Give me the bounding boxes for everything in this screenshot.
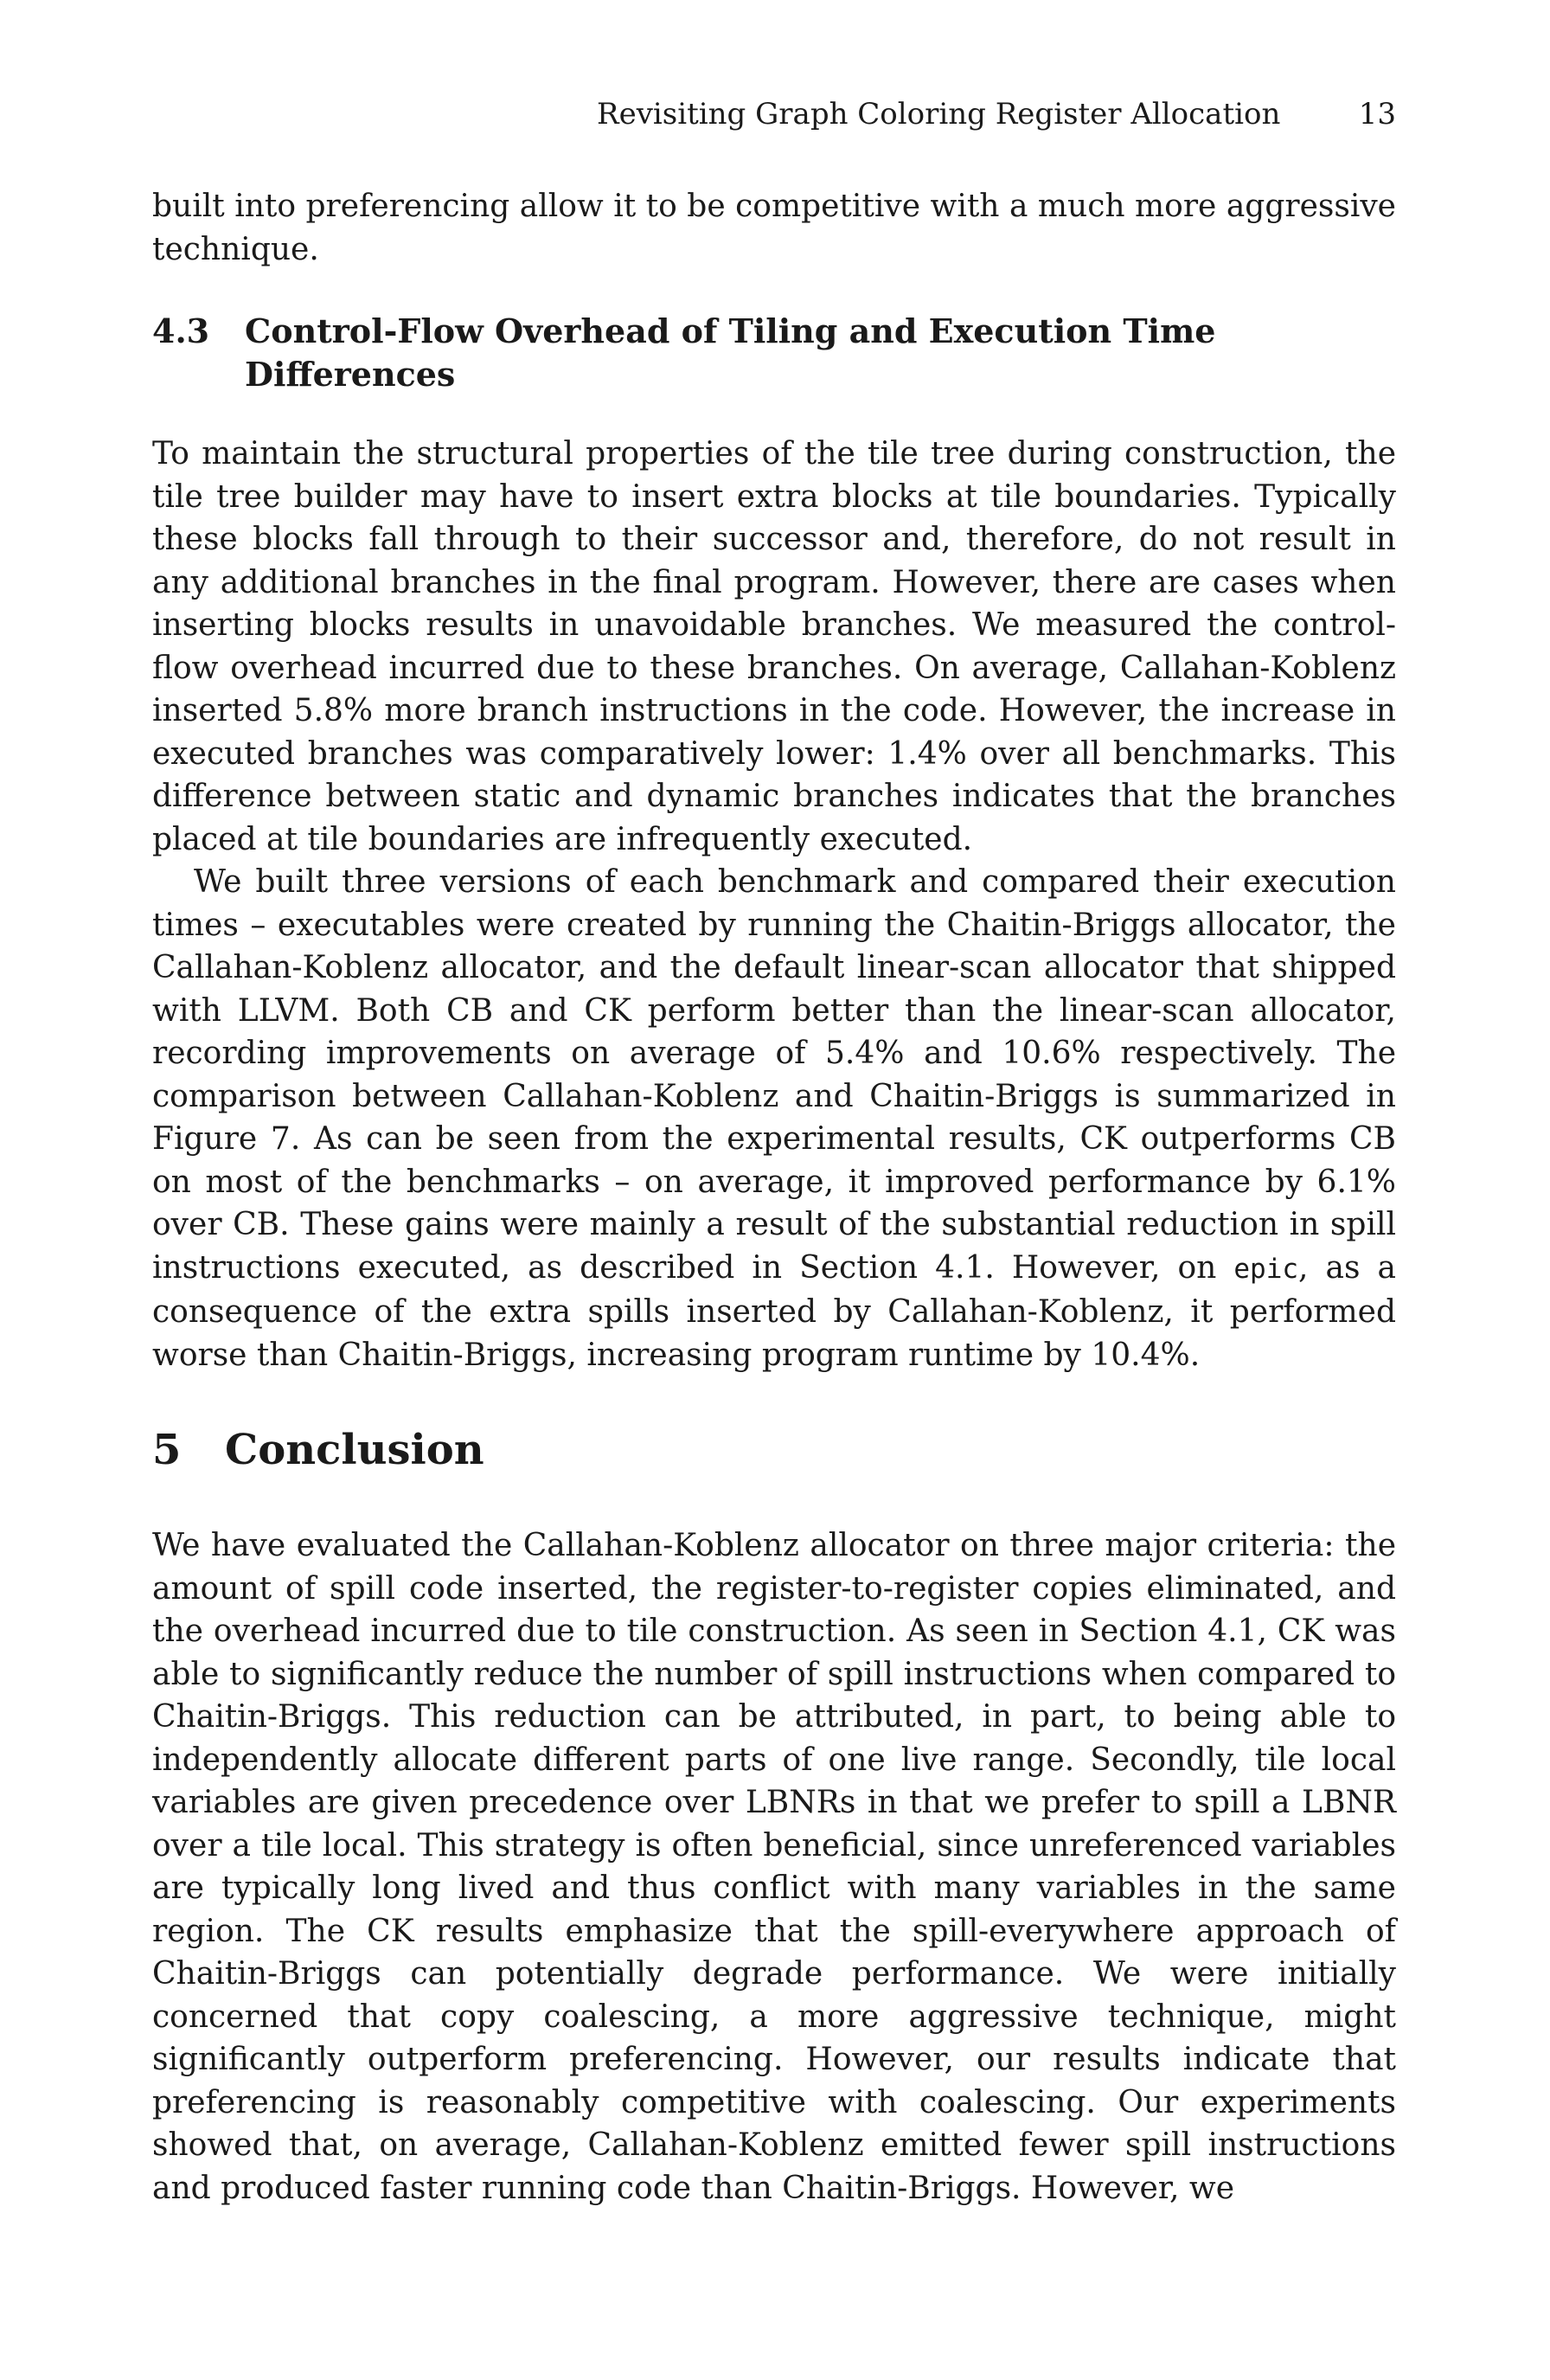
paragraph-execution-time <box>152 861 1396 1376</box>
benchmark-code: epic <box>1233 1253 1299 1285</box>
paragraph-conclusion: We have evaluated the Callahan-Koblenz allocator on three major criteria: the amount of spill code inserted, the register-to-register copies eliminated, and the overhead incurred due to tile construction. As seen in Section 4.1, CK was able to significantly reduce the number of spill instructions when compared to Chaitin-Briggs. This reduction can be attributed, in part, to being able to independently allocate different parts of one live range. Secondly, tile local variables are given precedence over LBNRs in that we prefer to spill a LBNR over a tile local. This strategy is often beneficial, since unreferenced variables are typically long lived and thus conflict with many variables in the same region. The CK results emphasize that the spill-everywhere approach of Chaitin-Briggs can potentially degrade performance. We were initially concerned that copy coalescing, a more aggressive technique, might significantly outperform preferencing. However, our results indicate that preferencing is reasonably competitive with coalescing. Our experiments showed that, on average, Callahan-Koblenz emitted fewer spill instructions and produced faster running code than Chaitin-Briggs. However, we <box>152 1528 1396 2206</box>
paragraph-text-part: , as a consequence of the extra spills inserted by Callahan-Koblenz, it performed worse than Chaitin-Briggs, increasing program runtime by 10.4%. <box>152 1249 1396 1373</box>
running-head <box>597 95 1396 133</box>
paragraph-control-flow: To maintain the structural properties of the tile tree during construction, the tile tree builder may have to insert extra blocks at tile boundaries. Typically these blocks fall through to their successor and, therefore, do not result in any additional branches in the final program. However, there are cases when inserting blocks results in unavoidable branches. We measured the control-flow overhead incurred due to these branches. On average, Callahan-Koblenz inserted 5.8% more branch instructions in the code. However, the increase in executed branches was comparatively lower: 1.4% over all benchmarks. This difference between static and dynamic branches indicates that the branches placed at tile boundaries are infrequently executed. <box>152 436 1396 857</box>
subsection-title: Control-Flow Overhead of Tiling and Execution Time Differences <box>245 311 1216 394</box>
section-heading <box>152 1424 1396 1476</box>
lead-paragraph: built into preferencing allow it to be competitive with a much more aggressive technique. <box>152 189 1396 267</box>
section-4-3 <box>152 310 1396 1376</box>
lead-block <box>152 185 1396 271</box>
section-number: 5 <box>152 1426 182 1474</box>
subsection-heading <box>152 310 1396 396</box>
section-title: Conclusion <box>225 1426 484 1474</box>
running-title: Revisiting Graph Coloring Register Allocation <box>597 97 1281 132</box>
paragraph-text-part: We built three versions of each benchmark and compared their execution times – executables were created by running the Chaitin-Briggs allocator, the Callahan-Koblenz allocator, and the default linear-scan allocator that shipped with LLVM. Both CB and CK perform better than the linear-scan allocator, recording improvements on average of 5.4% and 10.6% respectively. The comparison between Callahan-Koblenz and Chaitin-Briggs is summarized in Figure 7. As can be seen from the experimental results, CK outperforms CB on most of the benchmarks – on average, it improved performance by 6.1% over CB. These gains were mainly a result of the substantial reduction in spill instructions executed, as described in Section 4.1. However, on <box>152 864 1396 1286</box>
section-5 <box>152 1424 1396 2210</box>
subsection-number: 4.3 <box>152 311 210 350</box>
page-number: 13 <box>1358 97 1396 132</box>
